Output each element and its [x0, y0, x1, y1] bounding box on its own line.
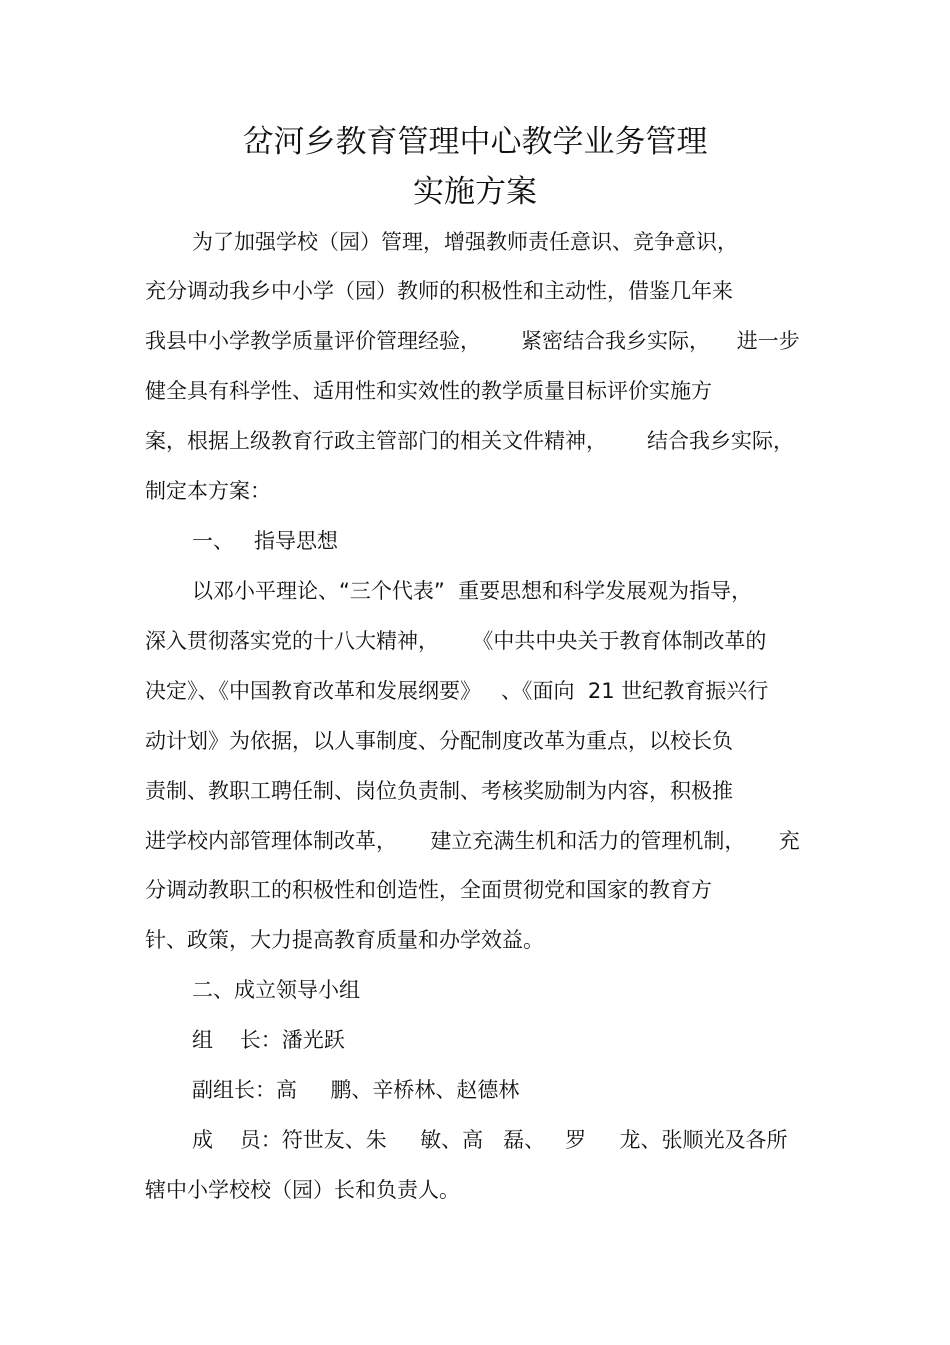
document-title-line-1: 岔河乡教育管理中心教学业务管理 [242, 124, 708, 160]
intro-line: 充分调动我乡中小学（园）教师的积极性和主动性，借鉴几年来 [145, 279, 733, 303]
leader-line: 组 长：潘光跃 [192, 1028, 345, 1052]
intro-line: 为了加强学校（园）管理，增强教师责任意识、竞争意识， [192, 230, 738, 254]
section-1-line: 决定》、《中国教育改革和发展纲要》 、《面向 21 世纪教育振兴行 [145, 679, 769, 703]
section-1-line: 以邓小平理论、“三个代表” 重要思想和科学发展观为指导， [192, 579, 753, 603]
document-title-line-2: 实施方案 [413, 174, 537, 210]
section-1-line: 动计划》为依据，以人事制度、分配制度改革为重点，以校长负 [145, 729, 733, 753]
section-1-line: 针、政策，大力提高教育质量和办学效益。 [145, 928, 544, 952]
section-2-heading: 二、成立领导小组 [192, 978, 360, 1002]
members-line: 成 员：符世友、朱 敏、高 磊、 罗 龙、张顺光及各所 [192, 1128, 788, 1152]
intro-line: 健全具有科学性、适用性和实效性的教学质量目标评价实施方 [145, 379, 712, 403]
deputy-leader-line: 副组长：高 鹏、辛桥林、赵德林 [192, 1078, 520, 1102]
intro-line: 我县中小学教学质量评价管理经验， 紧密结合我乡实际， 进一步 [145, 329, 800, 353]
section-1-line: 进学校内部管理体制改革， 建立充满生机和活力的管理机制， 充 [145, 829, 800, 853]
section-1-line: 分调动教职工的积极性和创造性，全面贯彻党和国家的教育方 [145, 878, 712, 902]
section-1-line: 深入贯彻落实党的十八大精神， 《中共中央关于教育体制改革的 [145, 629, 767, 653]
members-line: 辖中小学校校（园）长和负责人。 [145, 1178, 460, 1202]
section-1-heading: 一、 指导思想 [192, 529, 339, 553]
intro-line: 制定本方案： [145, 479, 271, 503]
intro-line: 案，根据上级教育行政主管部门的相关文件精神， 结合我乡实际， [145, 429, 795, 453]
section-1-line: 责制、教职工聘任制、岗位负责制、考核奖励制为内容，积极推 [145, 779, 733, 803]
